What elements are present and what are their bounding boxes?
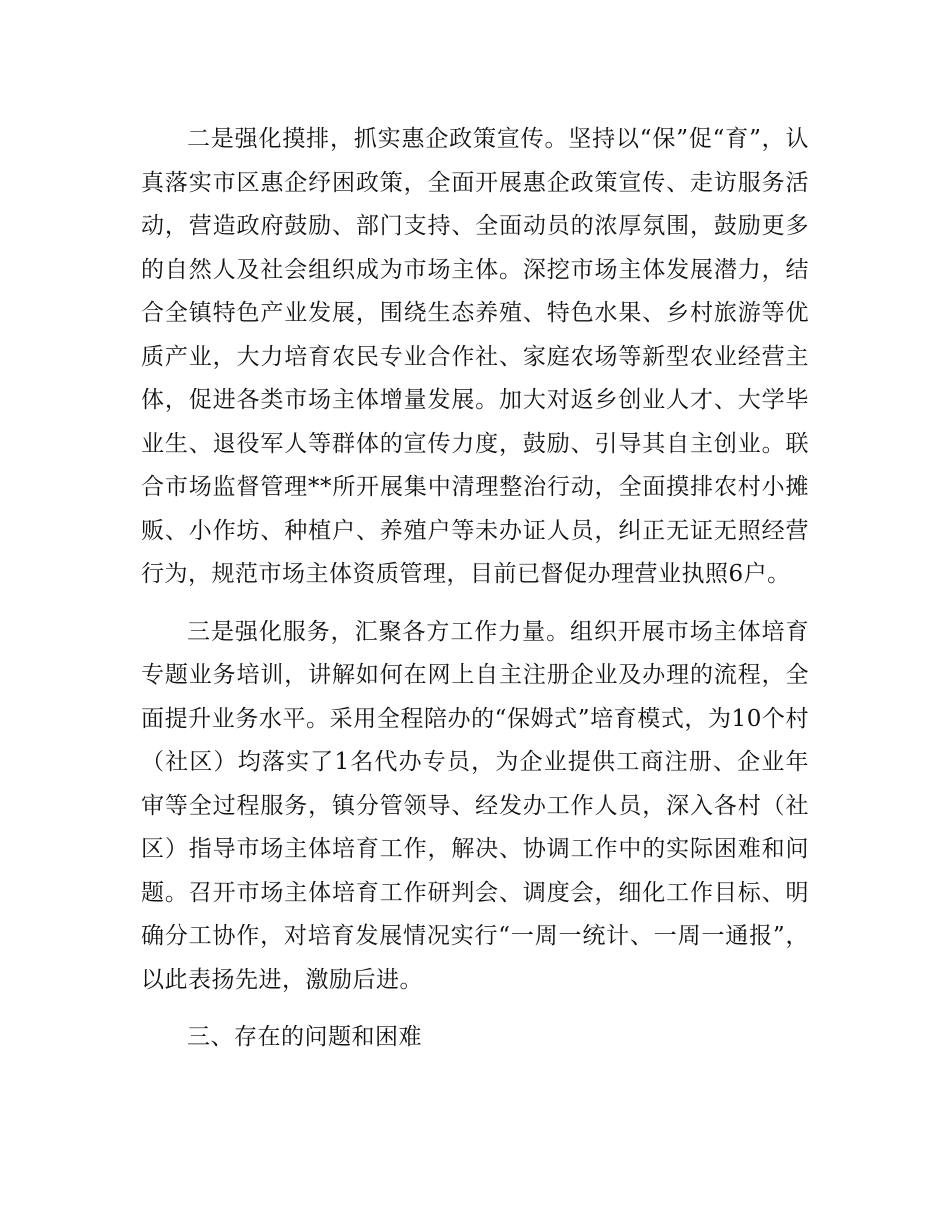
section-heading: 三、存在的问题和困难 [187, 1024, 422, 1050]
paragraph-publicity: 二是强化摸排，抓实惠企政策宣传。坚持以“保”促“育”，认真落实市区惠企纾困政策，全面开展惠企政策宣传、走访服务活动，营造政府鼓励、部门支持、全面动员的浓厚氛围，鼓励更多的自然人及社会组织成为市场主体。深挖市场主体发展潜力，结合全镇特色产业发展，围绕生态养殖、特色水果、乡村旅游等优质产业，大力培育农民专业合作社、家庭农场等新型农业经营主体，促进各类市场主体增量发展。加大对返乡创业人才、大学毕业生、退役军人等群体的宣传力度，鼓励、引导其自主创业。联合市场监督管理**所开展集中清理整治行动，全面摸排农村小摊贩、小作坊、种植户、养殖户等未办证人员，纠正无证无照经营行为，规范市场主体资质管理，目前已督促办理营业执照6户。 [141, 126, 809, 587]
document-body [141, 118, 809, 1060]
paragraph-service: 三是强化服务，汇聚各方工作力量。组织开展市场主体培育专题业务培训，讲解如何在网上自主注册企业及办理的流程，全面提升业务水平。采用全程陪办的“保姆式”培育模式，为10个村（社区）均落实了1名代办专员，为企业提供工商注册、企业年审等全过程服务，镇分管领导、经发办工作人员，深入各村（社区）指导市场主体培育工作，解决、协调工作中的实际困难和问题。召开市场主体培育工作研判会、调度会，细化工作目标、明确分工协作，对培育发展情况实行“一周一统计、一周一通报”，以此表扬先进，激励后进。 [141, 618, 809, 993]
